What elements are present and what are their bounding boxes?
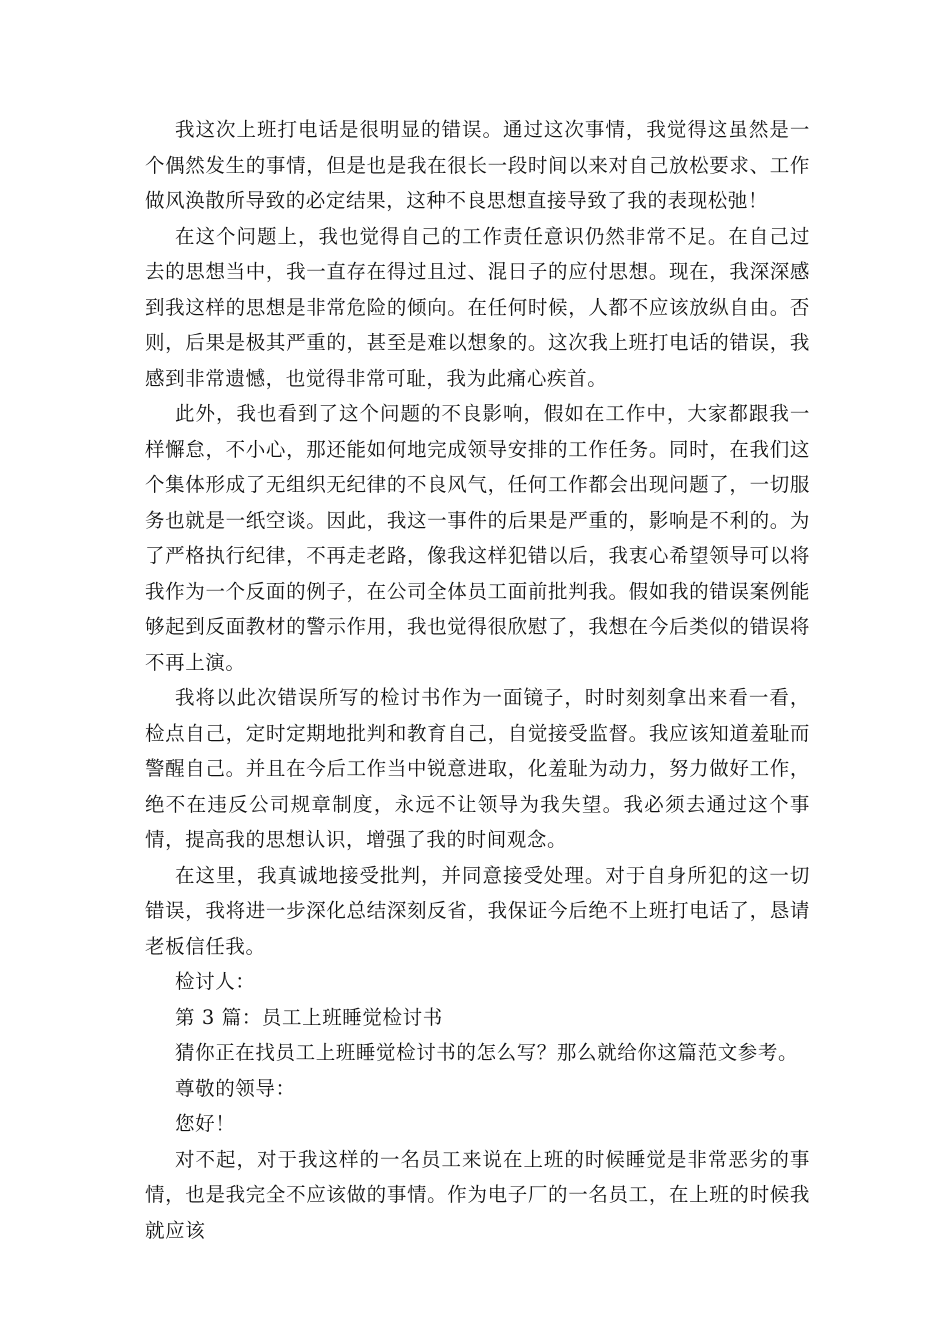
greeting: 您好！ — [175, 1112, 236, 1135]
paragraph-5: 在这里，我真诚地接受批判，并同意接受处理。对于自身所犯的这一切错误，我将进一步深化总结深刻反省，我保证今后绝不上班打电话了，恳请老板信任我。 — [145, 863, 810, 958]
intro-line: 猜你正在找员工上班睡觉检讨书的怎么写？那么就给你这篇范文参考。 — [175, 1041, 799, 1064]
reviewer-label: 检讨人： — [175, 970, 256, 993]
closing-paragraph: 对不起，对于我这样的一名员工来说在上班的时候睡觉是非常恶劣的事情，也是我完全不应该做的事情。作为电子厂的一名员工，在上班的时候我就应该 — [145, 1147, 810, 1242]
paragraph-1: 我这次上班打电话是很明显的错误。通过这次事情，我觉得这虽然是一个偶然发生的事情，但是也是我在很长一段时间以来对自己放松要求、工作做风涣散所导致的必定结果，这种不良思想直接导致了我的表现松弛！ — [145, 118, 810, 212]
paragraph-2: 在这个问题上，我也觉得自己的工作责任意识仍然非常不足。在自己过去的思想当中，我一直存在得过且过、混日子的应付思想。现在，我深深感到我这样的思想是非常危险的倾向。在任何时候，人都不应该放纵自由。否则，后果是极其严重的，甚至是难以想象的。这次我上班打电话的错误，我感到非常遗憾，也觉得非常可耻，我为此痛心疾首。 — [145, 224, 810, 390]
section-title: 第 3 篇：员工上班睡觉检讨书 — [175, 1005, 443, 1029]
paragraph-4: 我将以此次错误所写的检讨书作为一面镜子，时时刻刻拿出来看一看，检点自己，定时定期地批判和教育自己，自觉接受监督。我应该知道羞耻而警醒自己。并且在今后工作当中锐意进取，化羞耻为动力，努力做好工作，绝不在违反公司规章制度，永远不让领导为我失望。我必须去通过这个事情，提高我的思想认识，增强了我的时间观念。 — [145, 686, 810, 851]
paragraph-3: 此外，我也看到了这个问题的不良影响，假如在工作中，大家都跟我一样懈怠，不小心，那还能如何地完成领导安排的工作任务。同时，在我们这个集体形成了无组织无纪律的不良风气，任何工作都会出现问题了，一切服务也就是一纸空谈。因此，我这一事件的后果是严重的，影响是不利的。为了严格执行纪律，不再走老路，像我这样犯错以后，我衷心希望领导可以将我作为一个反面的例子，在公司全体员工面前批判我。假如我的错误案例能够起到反面教材的警示作用，我也觉得很欣慰了，我想在今后类似的错误将不再上演。 — [145, 402, 810, 674]
salutation: 尊敬的领导： — [175, 1076, 296, 1100]
document-body — [145, 112, 810, 1248]
